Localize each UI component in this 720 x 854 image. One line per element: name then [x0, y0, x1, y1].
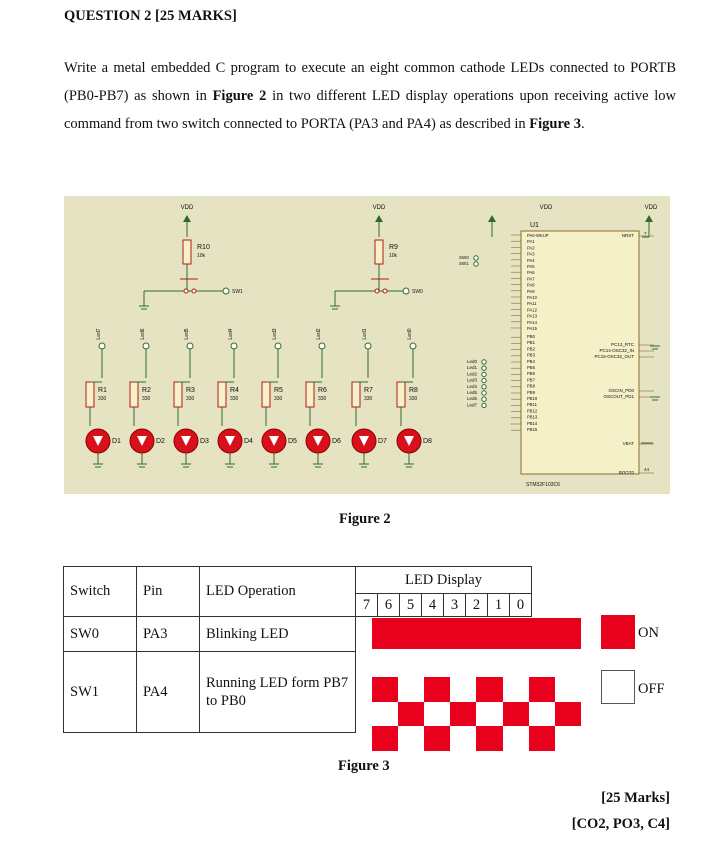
blink-led-cell: [555, 618, 582, 649]
blink-led-cell: [529, 618, 556, 649]
running-led-cell: [555, 702, 582, 727]
row-sw1-switch: SW1: [64, 652, 137, 733]
row-sw1-pin: PA4: [137, 652, 200, 733]
resistor-name: R3: [186, 387, 195, 394]
led-net-terminal: [319, 343, 325, 349]
portb-pin: PB14: [527, 420, 538, 426]
portb-pin: PB12: [527, 408, 538, 414]
mcu-led-net: Led4: [467, 383, 478, 389]
portb-pin: PB3: [527, 352, 535, 358]
led-name: D2: [156, 438, 165, 445]
running-led-cell: [555, 726, 582, 751]
led-net-terminal: [231, 343, 237, 349]
net-terminal: [482, 391, 486, 395]
question-heading: QUESTION 2 [25 MARKS]: [64, 8, 237, 24]
marks-outcomes: [CO2, PO3, C4]: [571, 816, 670, 832]
mcu-led-net: Led3: [467, 377, 478, 383]
figure2-caption: Figure 2: [339, 511, 391, 527]
led-net-label: Led5: [184, 328, 190, 340]
running-led-cell: [398, 702, 425, 727]
resistor-name: R8: [409, 387, 418, 394]
running-led-cell: [529, 702, 556, 727]
porta-pin: PA0-WKUP: [527, 233, 549, 238]
mcu-led-net: Led2: [467, 371, 478, 377]
legend-on-swatch: [601, 615, 635, 649]
porta-pin: PA8: [527, 282, 535, 288]
header-switch: Switch: [64, 567, 137, 617]
net-terminal: [482, 385, 486, 389]
vdd-arrow: [183, 215, 191, 222]
mcu-led-net: Led7: [467, 402, 478, 408]
net-terminal: [482, 397, 486, 401]
vdd-arrow: [645, 215, 653, 222]
bit-header-7: 7: [356, 594, 378, 617]
portb-pin: PB5: [527, 365, 535, 370]
legend-on-label: ON: [638, 625, 659, 641]
running-led-cell: [424, 677, 451, 702]
running-led-cell: [398, 726, 425, 751]
marks-total: [25 Marks]: [601, 790, 670, 806]
vdd-arrow: [488, 215, 496, 222]
net-terminal: [482, 378, 486, 382]
switch-contact: [383, 289, 387, 293]
right-pin: OSCOUT_PD1: [603, 394, 634, 399]
row-sw1-operation: Running LED form PB7 to PB0: [200, 652, 356, 733]
running-led-cell: [503, 726, 530, 751]
running-led-cell: [476, 726, 503, 751]
blink-led-cell: [476, 618, 503, 649]
led-net-label: Led6: [140, 328, 146, 340]
switch-contact: [184, 289, 188, 293]
running-led-cell: [503, 677, 530, 702]
resistor-value: 330: [409, 396, 418, 402]
net-terminal: [482, 403, 486, 407]
resistor-name: R4: [230, 387, 239, 394]
running-led-cell: [450, 726, 477, 751]
led-net-terminal: [143, 343, 149, 349]
portb-pin: PB13: [527, 414, 538, 420]
porta-pin: PA6: [527, 270, 535, 276]
header-display: LED Display: [356, 567, 532, 594]
figure3-caption: Figure 3: [338, 758, 390, 774]
led-name: D3: [200, 438, 209, 445]
led-net-label: Led3: [272, 328, 278, 340]
resistor-body: [375, 240, 383, 264]
porta-pin: PA11: [527, 301, 537, 307]
porta-pin: PA12: [527, 307, 537, 313]
porta-pin: PA5: [527, 264, 535, 269]
schematic-drawing: [64, 196, 670, 494]
running-led-cell: [450, 677, 477, 702]
mcu-led-net: Led5: [467, 390, 478, 395]
right-pin: PC15-OSC32_OUT: [594, 354, 634, 359]
running-led-cell: [398, 677, 425, 702]
switch-net-label: SW1: [232, 289, 243, 295]
porta-pin: PA2: [527, 245, 535, 251]
resistor-body: [397, 382, 405, 407]
resistor-value: 330: [142, 396, 151, 402]
bit-header-3: 3: [444, 594, 466, 617]
pullup-value: 10k: [389, 253, 398, 259]
right-pin: PC13_RTC: [611, 342, 634, 347]
running-led-cell: [529, 677, 556, 702]
porta-pin: PA9: [527, 288, 535, 294]
legend-off-label: OFF: [638, 681, 665, 697]
resistor-name: R7: [364, 387, 373, 394]
porta-pin: PA1: [527, 239, 535, 245]
switch-net-terminal: [223, 288, 229, 294]
pin-number: 44: [644, 467, 650, 472]
porta-pin: PA4: [527, 257, 535, 263]
bit-header-5: 5: [400, 594, 422, 617]
row-sw0-switch: SW0: [64, 617, 137, 652]
resistor-value: 330: [230, 396, 239, 402]
switch-contact: [375, 289, 379, 293]
porta-pin: PA13: [527, 313, 537, 319]
header-pin: Pin: [137, 567, 200, 617]
blink-led-cell: [450, 618, 477, 649]
led-net-label: Led1: [362, 328, 368, 340]
resistor-value: 330: [186, 396, 195, 402]
mcu-led-net: Led0: [467, 359, 478, 364]
resistor-name: R1: [98, 387, 107, 394]
switch-contact: [192, 289, 196, 293]
portb-pin: PB10: [527, 396, 538, 401]
led-name: D4: [244, 438, 253, 445]
running-led-cell: [424, 726, 451, 751]
led-net-terminal: [99, 343, 105, 349]
portb-pin: PB0: [527, 334, 535, 339]
bit-header-2: 2: [466, 594, 488, 617]
bit-header-0: 0: [510, 594, 532, 617]
led-net-label: Led7: [96, 328, 102, 340]
right-pin: PC14-OSC32_IN: [599, 348, 634, 353]
running-led-cell: [372, 677, 399, 702]
porta-pin: PA7: [527, 276, 535, 282]
pullup-value: 10k: [197, 253, 206, 259]
led-net-terminal: [187, 343, 193, 349]
led-net-terminal: [365, 343, 371, 349]
net-terminal: [482, 360, 486, 364]
question-text: Write a metal embedded C program to execute an eight common cathode LEDs connected to PORTB (PB0-PB7) as shown in Figure 2 in two different LED display operations upon receiving active low command from two switch connected to PORTA (PA3 and PA4) as described in Figure 3.: [64, 60, 676, 132]
porta-pin: PA14: [527, 319, 537, 325]
switch-net-label: SW0: [412, 289, 423, 295]
blink-led-cell: [503, 618, 530, 649]
resistor-body: [306, 382, 314, 407]
right-pin: OSCIN_PD0: [608, 388, 634, 393]
portb-pin: PB8: [527, 383, 535, 389]
led-net-label: Led2: [316, 328, 322, 340]
portb-pin: PB15: [527, 427, 538, 432]
led-name: D8: [423, 438, 432, 445]
running-led-cell: [555, 677, 582, 702]
led-net-terminal: [275, 343, 281, 349]
net-terminal: [482, 372, 486, 376]
vdd-label: VDD: [180, 205, 194, 211]
running-led-cell: [372, 702, 399, 727]
resistor-name: R5: [274, 387, 283, 394]
porta-pin: PA15: [527, 326, 537, 331]
figure2-ref: Figure 2: [212, 87, 267, 104]
right-pin: VBAT: [622, 441, 634, 446]
net-terminal: [474, 256, 478, 260]
portb-pin: PB4: [527, 358, 535, 364]
portb-pin: PB2: [527, 346, 535, 352]
resistor-body: [174, 382, 182, 407]
led-name: D5: [288, 438, 297, 445]
led-name: D7: [378, 438, 387, 445]
resistor-name: R6: [318, 387, 327, 394]
portb-pin: PB1: [527, 340, 535, 346]
vdd-label: VDD: [644, 205, 658, 211]
resistor-body: [183, 240, 191, 264]
mcu-led-net: Led1: [467, 365, 478, 371]
mcu-part-label: STM32F103C6: [526, 482, 560, 488]
running-led-cell: [424, 702, 451, 727]
resistor-body: [218, 382, 226, 407]
led-name: D6: [332, 438, 341, 445]
resistor-body: [130, 382, 138, 407]
led-name: D1: [112, 438, 121, 445]
led-net-terminal: [410, 343, 416, 349]
pullup-name: R10: [197, 244, 210, 251]
row-sw0-pin: PA3: [137, 617, 200, 652]
running-led-cell: [476, 677, 503, 702]
portb-pin: PB6: [527, 371, 535, 377]
resistor-body: [86, 382, 94, 407]
running-led-cell: [529, 726, 556, 751]
led-net-label: Led0: [407, 328, 413, 340]
mcu-led-net: Led6: [467, 396, 478, 402]
pullup-name: R9: [389, 244, 398, 251]
row-sw0-operation: Blinking LED: [200, 617, 356, 652]
schematic-figure: [64, 196, 670, 494]
blink-led-cell: [398, 618, 425, 649]
resistor-value: 330: [274, 396, 283, 402]
bit-header-1: 1: [488, 594, 510, 617]
mcu-switch-net: SW1: [459, 261, 469, 266]
led-net-label: Led4: [228, 328, 234, 340]
running-led-cell: [503, 702, 530, 727]
running-led-cell: [476, 702, 503, 727]
legend-off-swatch: [601, 670, 635, 704]
vdd-label: VDD: [539, 205, 553, 211]
portb-pin: PB9: [527, 389, 535, 395]
resistor-value: 330: [364, 396, 373, 402]
porta-pin: PA3: [527, 251, 535, 257]
blink-led-cell: [372, 618, 399, 649]
porta-pin: PA10: [527, 295, 537, 300]
bit-header-4: 4: [422, 594, 444, 617]
net-terminal: [474, 262, 478, 266]
mcu-switch-net: SW0: [459, 255, 469, 260]
resistor-value: 330: [318, 396, 327, 402]
switch-net-terminal: [403, 288, 409, 294]
portb-pin: PB7: [527, 377, 535, 383]
right-pin: NRST: [621, 233, 634, 238]
resistor-name: R2: [142, 387, 151, 394]
bit-header-6: 6: [378, 594, 400, 617]
header-operation: LED Operation: [200, 567, 356, 617]
net-terminal: [482, 366, 486, 370]
vdd-arrow: [375, 215, 383, 222]
resistor-body: [262, 382, 270, 407]
resistor-value: 330: [98, 396, 107, 402]
mcu-name: U1: [530, 222, 539, 229]
figure3-ref: Figure 3: [529, 115, 581, 132]
pin-number: 7: [644, 231, 647, 236]
running-led-cell: [372, 726, 399, 751]
vdd-label: VDD: [372, 205, 386, 211]
running-led-cell: [450, 702, 477, 727]
portb-pin: PB11: [527, 402, 537, 408]
blink-led-cell: [424, 618, 451, 649]
right-pin: BOOT0: [618, 470, 634, 475]
resistor-body: [352, 382, 360, 407]
